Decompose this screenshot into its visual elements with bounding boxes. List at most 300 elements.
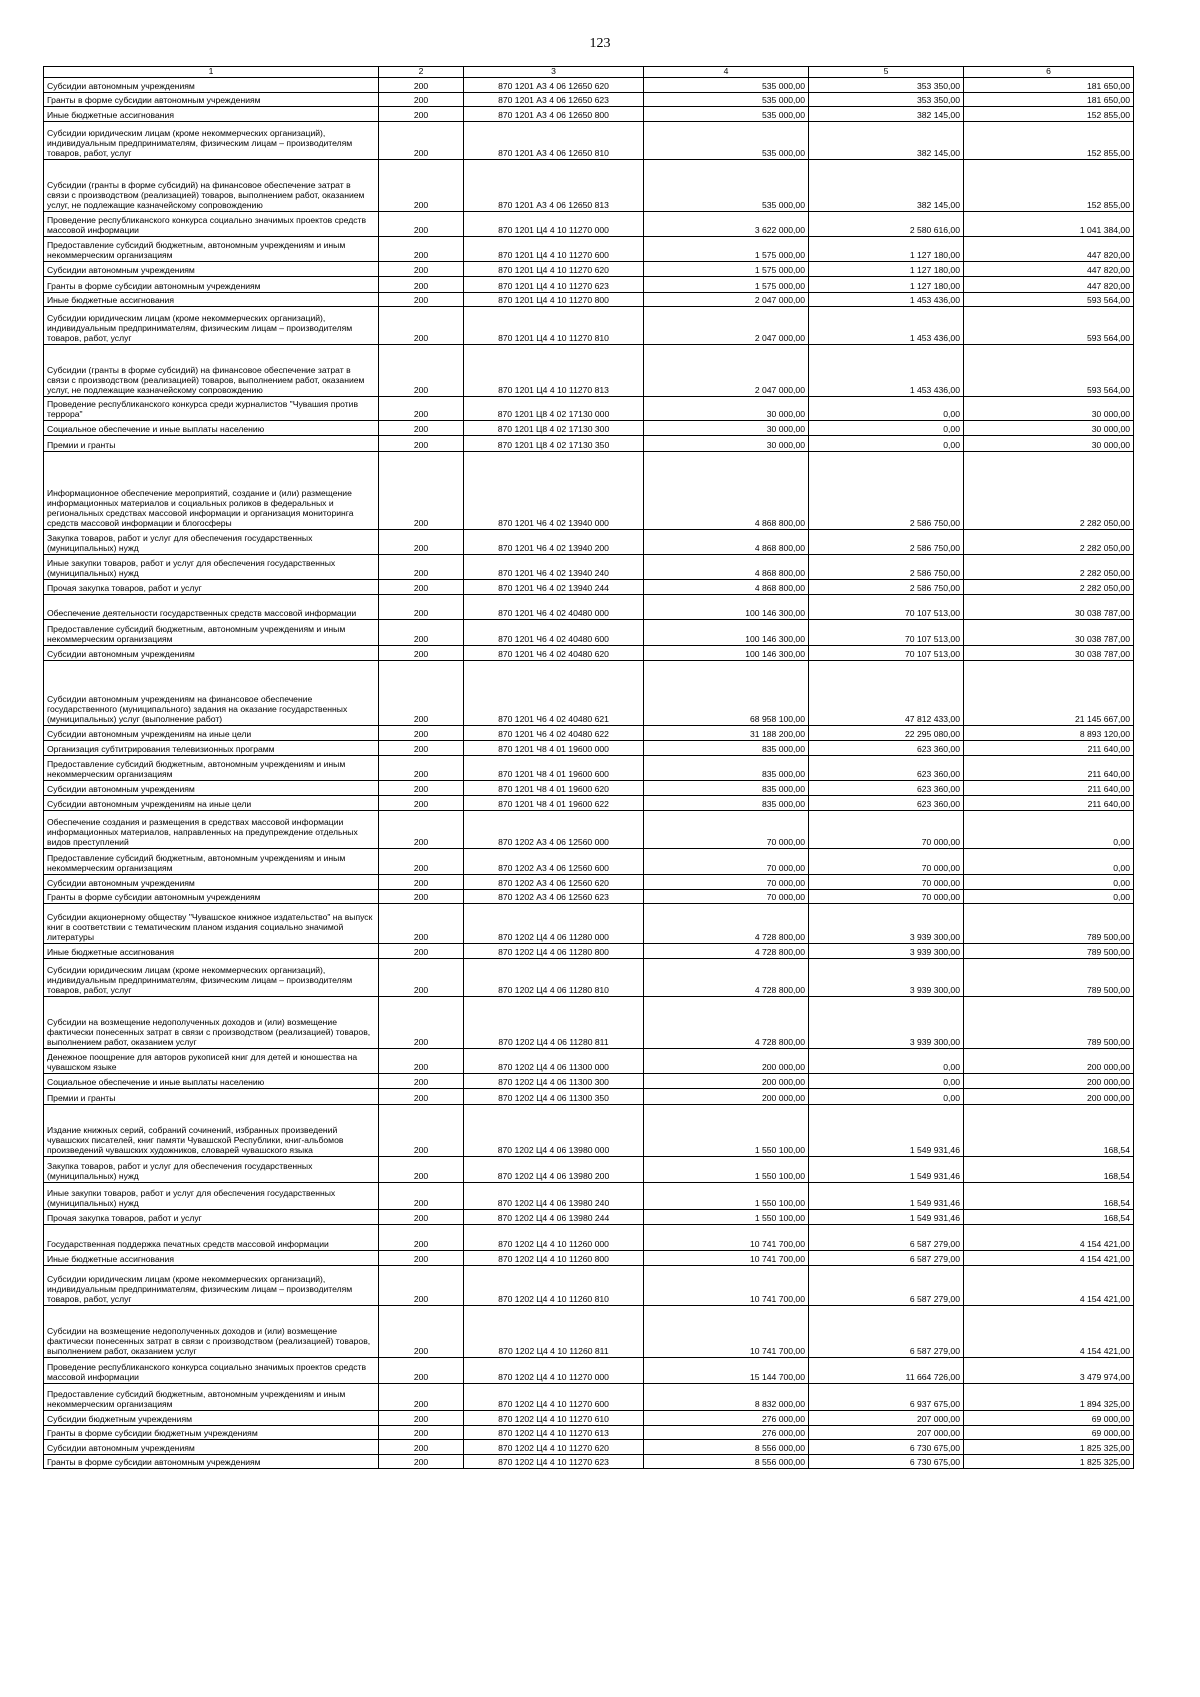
row-col5: 0,00	[809, 435, 964, 451]
row-col4: 4 868 800,00	[644, 451, 809, 529]
table-row	[44, 1156, 1134, 1182]
table-row	[44, 1357, 1134, 1383]
row-code: 200	[379, 1156, 464, 1182]
row-code: 200	[379, 755, 464, 780]
row-kbk: 870 1202 Ц4 4 06 11280 000	[464, 903, 644, 943]
header-col-5: 5	[809, 67, 964, 78]
row-col5: 623 360,00	[809, 795, 964, 810]
row-kbk: 870 1202 А3 4 06 12560 000	[464, 810, 644, 848]
row-code: 200	[379, 529, 464, 554]
table-row	[44, 1383, 1134, 1410]
row-name: Иные бюджетные ассигнования	[44, 292, 379, 306]
row-col6: 4 154 421,00	[964, 1224, 1134, 1250]
row-col6: 789 500,00	[964, 958, 1134, 996]
row-kbk: 870 1201 Ч8 4 01 19600 000	[464, 740, 644, 755]
table-row	[44, 261, 1134, 276]
row-col4: 4 868 800,00	[644, 579, 809, 594]
row-col4: 4 728 800,00	[644, 958, 809, 996]
row-kbk: 870 1202 Ц4 4 06 11280 810	[464, 958, 644, 996]
row-code: 200	[379, 943, 464, 958]
row-col5: 1 453 436,00	[809, 306, 964, 344]
row-name: Прочая закупка товаров, работ и услуг	[44, 1209, 379, 1224]
row-name: Субсидии бюджетным учреждениям	[44, 1410, 379, 1425]
row-code: 200	[379, 1182, 464, 1209]
row-kbk: 870 1201 Ч6 4 02 13940 200	[464, 529, 644, 554]
row-code: 200	[379, 903, 464, 943]
row-col5: 382 145,00	[809, 121, 964, 159]
table-row	[44, 1410, 1134, 1425]
row-kbk: 870 1202 Ц4 4 06 13980 240	[464, 1182, 644, 1209]
row-col5: 70 000,00	[809, 874, 964, 889]
row-col5: 623 360,00	[809, 780, 964, 795]
table-row	[44, 1182, 1134, 1209]
row-name: Субсидии автономным учреждениям	[44, 874, 379, 889]
row-col4: 100 146 300,00	[644, 619, 809, 645]
table-row	[44, 211, 1134, 236]
row-col6: 0,00	[964, 889, 1134, 903]
table-row	[44, 1073, 1134, 1088]
row-code: 200	[379, 645, 464, 660]
row-name: Предоставление субсидий бюджетным, автономным учреждениям и иным некоммерческим организациям	[44, 236, 379, 261]
row-kbk: 870 1201 Ч6 4 02 13940 244	[464, 579, 644, 594]
row-col5: 1 549 931,46	[809, 1182, 964, 1209]
table-row	[44, 1425, 1134, 1439]
table-row	[44, 958, 1134, 996]
table-header-row	[44, 67, 1134, 78]
table-row	[44, 943, 1134, 958]
row-name: Гранты в форме субсидии автономным учреждениям	[44, 276, 379, 292]
table-row	[44, 1048, 1134, 1073]
table-row	[44, 1439, 1134, 1454]
row-col4: 200 000,00	[644, 1088, 809, 1104]
row-code: 200	[379, 1048, 464, 1073]
row-col6: 2 282 050,00	[964, 554, 1134, 579]
row-kbk: 870 1202 Ц4 4 10 11260 800	[464, 1250, 644, 1265]
row-col6: 181 650,00	[964, 77, 1134, 92]
row-col5: 6 587 279,00	[809, 1305, 964, 1357]
table-row	[44, 579, 1134, 594]
table-row	[44, 159, 1134, 211]
row-col5: 0,00	[809, 1048, 964, 1073]
row-col6: 21 145 667,00	[964, 660, 1134, 725]
row-col5: 353 350,00	[809, 92, 964, 106]
row-code: 200	[379, 92, 464, 106]
row-col6: 30 000,00	[964, 435, 1134, 451]
row-col4: 2 047 000,00	[644, 292, 809, 306]
row-col5: 2 586 750,00	[809, 529, 964, 554]
row-col4: 1 550 100,00	[644, 1209, 809, 1224]
row-kbk: 870 1202 Ц4 4 06 11280 800	[464, 943, 644, 958]
row-col6: 447 820,00	[964, 236, 1134, 261]
row-col6: 1 825 325,00	[964, 1454, 1134, 1468]
row-col5: 47 812 433,00	[809, 660, 964, 725]
row-code: 200	[379, 344, 464, 396]
row-code: 200	[379, 261, 464, 276]
row-kbk: 870 1201 Ч8 4 01 19600 600	[464, 755, 644, 780]
row-kbk: 870 1201 Ц4 4 10 11270 813	[464, 344, 644, 396]
row-col4: 276 000,00	[644, 1410, 809, 1425]
row-col5: 1 453 436,00	[809, 292, 964, 306]
table-row	[44, 725, 1134, 740]
row-col5: 1 127 180,00	[809, 236, 964, 261]
row-name: Социальное обеспечение и иные выплаты населению	[44, 420, 379, 435]
row-name: Субсидии юридическим лицам (кроме некоммерческих организаций), индивидуальным предпринимателям, физическим лицам – производителям товаров, работ, услуг	[44, 1265, 379, 1305]
row-kbk: 870 1202 Ц4 4 06 11300 350	[464, 1088, 644, 1104]
row-name: Предоставление субсидий бюджетным, автономным учреждениям и иным некоммерческим организациям	[44, 848, 379, 874]
row-col6: 211 640,00	[964, 795, 1134, 810]
row-col5: 70 107 513,00	[809, 594, 964, 619]
row-col4: 1 550 100,00	[644, 1182, 809, 1209]
row-code: 200	[379, 1357, 464, 1383]
row-kbk: 870 1201 А3 4 06 12650 810	[464, 121, 644, 159]
row-kbk: 870 1201 Ч8 4 01 19600 622	[464, 795, 644, 810]
row-name: Субсидии автономным учреждениям	[44, 645, 379, 660]
table-row	[44, 420, 1134, 435]
row-kbk: 870 1201 А3 4 06 12650 813	[464, 159, 644, 211]
row-name: Субсидии юридическим лицам (кроме некоммерческих организаций), индивидуальным предпринимателям, физическим лицам – производителям товаров, работ, услуг	[44, 306, 379, 344]
row-col4: 835 000,00	[644, 740, 809, 755]
row-col5: 1 453 436,00	[809, 344, 964, 396]
row-code: 200	[379, 619, 464, 645]
row-name: Организация субтитрирования телевизионных программ	[44, 740, 379, 755]
row-name: Предоставление субсидий бюджетным, автономным учреждениям и иным некоммерческим организациям	[44, 755, 379, 780]
row-col5: 70 000,00	[809, 889, 964, 903]
row-col5: 1 127 180,00	[809, 261, 964, 276]
row-kbk: 870 1202 Ц4 4 10 11260 000	[464, 1224, 644, 1250]
row-code: 200	[379, 159, 464, 211]
row-name: Субсидии автономным учреждениям	[44, 1439, 379, 1454]
row-col4: 835 000,00	[644, 755, 809, 780]
row-col4: 200 000,00	[644, 1073, 809, 1088]
row-code: 200	[379, 1410, 464, 1425]
row-name: Субсидии автономным учреждениям	[44, 261, 379, 276]
row-code: 200	[379, 236, 464, 261]
table-row	[44, 889, 1134, 903]
row-code: 200	[379, 1209, 464, 1224]
row-name: Субсидии на возмещение недополученных доходов и (или) возмещение фактически понесенных затрат в связи с производством (реализацией) товаров, выполнением работ, оказанием услуг	[44, 1305, 379, 1357]
table-row	[44, 755, 1134, 780]
table-body	[44, 77, 1134, 1468]
row-kbk: 870 1202 Ц4 4 06 13980 000	[464, 1104, 644, 1156]
row-col6: 8 893 120,00	[964, 725, 1134, 740]
row-name: Премии и гранты	[44, 1088, 379, 1104]
row-code: 200	[379, 780, 464, 795]
row-col5: 70 107 513,00	[809, 645, 964, 660]
row-kbk: 870 1201 Ч6 4 02 13940 240	[464, 554, 644, 579]
row-name: Проведение республиканского конкурса среди журналистов "Чувашия против террора"	[44, 396, 379, 420]
row-col4: 70 000,00	[644, 874, 809, 889]
row-col4: 8 556 000,00	[644, 1439, 809, 1454]
row-col6: 1 041 384,00	[964, 211, 1134, 236]
row-col4: 535 000,00	[644, 92, 809, 106]
row-kbk: 870 1202 Ц4 4 06 13980 200	[464, 1156, 644, 1182]
row-col5: 1 549 931,46	[809, 1104, 964, 1156]
row-col4: 10 741 700,00	[644, 1265, 809, 1305]
row-code: 200	[379, 276, 464, 292]
row-kbk: 870 1202 Ц4 4 10 11270 600	[464, 1383, 644, 1410]
row-code: 200	[379, 1250, 464, 1265]
row-col4: 4 728 800,00	[644, 996, 809, 1048]
table-row	[44, 780, 1134, 795]
table-row	[44, 903, 1134, 943]
row-kbk: 870 1202 Ц4 4 10 11270 620	[464, 1439, 644, 1454]
row-col5: 2 586 750,00	[809, 554, 964, 579]
row-code: 200	[379, 211, 464, 236]
row-col6: 168,54	[964, 1209, 1134, 1224]
row-col6: 181 650,00	[964, 92, 1134, 106]
row-col6: 789 500,00	[964, 996, 1134, 1048]
row-col4: 535 000,00	[644, 121, 809, 159]
row-col4: 4 868 800,00	[644, 554, 809, 579]
row-kbk: 870 1201 Ч6 4 02 40480 000	[464, 594, 644, 619]
row-col4: 68 958 100,00	[644, 660, 809, 725]
row-col5: 3 939 300,00	[809, 958, 964, 996]
row-name: Проведение республиканского конкурса социально значимых проектов средств массовой информации	[44, 211, 379, 236]
row-code: 200	[379, 396, 464, 420]
row-name: Гранты в форме субсидии бюджетным учреждениям	[44, 1425, 379, 1439]
table-row	[44, 874, 1134, 889]
table-row	[44, 529, 1134, 554]
row-col5: 6 587 279,00	[809, 1224, 964, 1250]
row-name: Проведение республиканского конкурса социально значимых проектов средств массовой информации	[44, 1357, 379, 1383]
row-name: Прочая закупка товаров, работ и услуг	[44, 579, 379, 594]
table-row	[44, 594, 1134, 619]
table-row	[44, 451, 1134, 529]
row-col6: 152 855,00	[964, 159, 1134, 211]
row-code: 200	[379, 306, 464, 344]
row-name: Информационное обеспечение мероприятий, создание и (или) размещение информационных материалов и социальных роликов в федеральных и региональных средствах массовой информации и организация мониторинга средств массовой информации и блогосферы	[44, 451, 379, 529]
row-name: Предоставление субсидий бюджетным, автономным учреждениям и иным некоммерческим организациям	[44, 1383, 379, 1410]
row-col5: 1 549 931,46	[809, 1209, 964, 1224]
row-col5: 0,00	[809, 420, 964, 435]
row-col6: 30 038 787,00	[964, 619, 1134, 645]
table-row	[44, 795, 1134, 810]
table-row	[44, 1265, 1134, 1305]
row-code: 200	[379, 958, 464, 996]
row-kbk: 870 1202 Ц4 4 06 11300 000	[464, 1048, 644, 1073]
row-code: 200	[379, 1073, 464, 1088]
row-col5: 207 000,00	[809, 1425, 964, 1439]
row-code: 200	[379, 420, 464, 435]
row-name: Субсидии автономным учреждениям	[44, 780, 379, 795]
row-col6: 1 894 325,00	[964, 1383, 1134, 1410]
row-col6: 593 564,00	[964, 344, 1134, 396]
row-col6: 0,00	[964, 810, 1134, 848]
row-name: Издание книжных серий, собраний сочинений, избранных произведений чувашских писателей, книг памяти Чувашской Республики, книг-альбомов произведений чувашских художников, словарей чувашского языка	[44, 1104, 379, 1156]
row-kbk: 870 1201 Ч6 4 02 40480 620	[464, 645, 644, 660]
row-kbk: 870 1202 Ц4 4 10 11270 610	[464, 1410, 644, 1425]
row-name: Субсидии (гранты в форме субсидий) на финансовое обеспечение затрат в связи с производством (реализацией) товаров, выполнением работ, оказанием услуг, не подлежащие казначейскому сопровождению	[44, 159, 379, 211]
row-code: 200	[379, 795, 464, 810]
row-code: 200	[379, 889, 464, 903]
table-row	[44, 1088, 1134, 1104]
row-col6: 789 500,00	[964, 903, 1134, 943]
table-row	[44, 619, 1134, 645]
row-name: Иные бюджетные ассигнования	[44, 943, 379, 958]
row-col6: 30 038 787,00	[964, 594, 1134, 619]
row-col6: 2 282 050,00	[964, 579, 1134, 594]
header-col-6: 6	[964, 67, 1134, 78]
row-name: Денежное поощрение для авторов рукописей книг для детей и юношества на чувашском языке	[44, 1048, 379, 1073]
row-col6: 211 640,00	[964, 780, 1134, 795]
row-name: Субсидии на возмещение недополученных доходов и (или) возмещение фактически понесенных затрат в связи с производством (реализацией) товаров, выполнением работ, оказанием услуг	[44, 996, 379, 1048]
row-col5: 3 939 300,00	[809, 903, 964, 943]
row-name: Гранты в форме субсидии автономным учреждениям	[44, 889, 379, 903]
table-row	[44, 236, 1134, 261]
row-name: Субсидии автономным учреждениям на иные цели	[44, 795, 379, 810]
table-row	[44, 660, 1134, 725]
row-kbk: 870 1202 Ц4 4 10 11270 613	[464, 1425, 644, 1439]
row-col6: 69 000,00	[964, 1425, 1134, 1439]
row-col6: 447 820,00	[964, 276, 1134, 292]
row-col5: 382 145,00	[809, 106, 964, 121]
row-kbk: 870 1201 Ч6 4 02 40480 622	[464, 725, 644, 740]
row-col4: 100 146 300,00	[644, 594, 809, 619]
table-row	[44, 810, 1134, 848]
row-name: Иные бюджетные ассигнования	[44, 1250, 379, 1265]
row-kbk: 870 1201 Ч6 4 02 40480 621	[464, 660, 644, 725]
row-code: 200	[379, 996, 464, 1048]
row-code: 200	[379, 660, 464, 725]
row-col4: 1 550 100,00	[644, 1104, 809, 1156]
row-kbk: 870 1201 Ц8 4 02 17130 300	[464, 420, 644, 435]
table-row	[44, 1224, 1134, 1250]
row-name: Обеспечение деятельности государственных средств массовой информации	[44, 594, 379, 619]
row-name: Иные закупки товаров, работ и услуг для обеспечения государственных (муниципальных) нужд	[44, 554, 379, 579]
row-code: 200	[379, 1454, 464, 1468]
header-col-4: 4	[644, 67, 809, 78]
row-name: Субсидии акционерному обществу "Чувашское книжное издательство" на выпуск книг в соответствии с тематическим планом издания социально значимой литературы	[44, 903, 379, 943]
row-name: Обеспечение создания и размещения в средствах массовой информации информационных материалов, направленных на предупреждение отдельных видов преступлений	[44, 810, 379, 848]
row-col5: 22 295 080,00	[809, 725, 964, 740]
row-kbk: 870 1201 Ц4 4 10 11270 800	[464, 292, 644, 306]
row-col6: 200 000,00	[964, 1048, 1134, 1073]
row-code: 200	[379, 1305, 464, 1357]
row-name: Социальное обеспечение и иные выплаты населению	[44, 1073, 379, 1088]
row-col6: 200 000,00	[964, 1088, 1134, 1104]
table-row	[44, 435, 1134, 451]
row-col4: 4 728 800,00	[644, 903, 809, 943]
row-col5: 1 127 180,00	[809, 276, 964, 292]
row-name: Предоставление субсидий бюджетным, автономным учреждениям и иным некоммерческим организациям	[44, 619, 379, 645]
row-code: 200	[379, 594, 464, 619]
table-row	[44, 554, 1134, 579]
row-kbk: 870 1202 Ц4 4 10 11260 811	[464, 1305, 644, 1357]
header-col-3: 3	[464, 67, 644, 78]
row-kbk: 870 1201 Ц8 4 02 17130 000	[464, 396, 644, 420]
row-col6: 2 282 050,00	[964, 451, 1134, 529]
row-name: Субсидии юридическим лицам (кроме некоммерческих организаций), индивидуальным предпринимателям, физическим лицам – производителям товаров, работ, услуг	[44, 958, 379, 996]
row-kbk: 870 1202 А3 4 06 12560 623	[464, 889, 644, 903]
row-col4: 8 832 000,00	[644, 1383, 809, 1410]
row-col6: 211 640,00	[964, 755, 1134, 780]
table-row	[44, 1104, 1134, 1156]
row-kbk: 870 1202 А3 4 06 12560 600	[464, 848, 644, 874]
row-code: 200	[379, 1425, 464, 1439]
budget-table	[43, 66, 1134, 1469]
row-kbk: 870 1202 Ц4 4 10 11270 623	[464, 1454, 644, 1468]
row-col5: 0,00	[809, 1073, 964, 1088]
row-col4: 535 000,00	[644, 106, 809, 121]
row-col5: 0,00	[809, 396, 964, 420]
table-row	[44, 121, 1134, 159]
row-kbk: 870 1202 А3 4 06 12560 620	[464, 874, 644, 889]
row-name: Субсидии (гранты в форме субсидий) на финансовое обеспечение затрат в связи с производством (реализацией) товаров, выполнением работ, оказанием услуг, не подлежащие казначейскому сопровождению	[44, 344, 379, 396]
row-col5: 2 586 750,00	[809, 451, 964, 529]
row-col4: 10 741 700,00	[644, 1250, 809, 1265]
table-row	[44, 1454, 1134, 1468]
row-code: 200	[379, 1383, 464, 1410]
table-row	[44, 92, 1134, 106]
table-row	[44, 306, 1134, 344]
row-col6: 2 282 050,00	[964, 529, 1134, 554]
row-col6: 3 479 974,00	[964, 1357, 1134, 1383]
row-name: Гранты в форме субсидии автономным учреждениям	[44, 1454, 379, 1468]
row-kbk: 870 1201 Ц8 4 02 17130 350	[464, 435, 644, 451]
row-kbk: 870 1201 Ц4 4 10 11270 000	[464, 211, 644, 236]
row-name: Субсидии автономным учреждениям на финансовое обеспечение государственного (муниципального) задания на оказание государственных (муниципальных) услуг (выполнение работ)	[44, 660, 379, 725]
row-col5: 70 107 513,00	[809, 619, 964, 645]
row-code: 200	[379, 1439, 464, 1454]
row-col4: 70 000,00	[644, 810, 809, 848]
table-row	[44, 996, 1134, 1048]
row-kbk: 870 1202 Ц4 4 10 11260 810	[464, 1265, 644, 1305]
row-code: 200	[379, 725, 464, 740]
row-col4: 30 000,00	[644, 396, 809, 420]
row-col4: 15 144 700,00	[644, 1357, 809, 1383]
row-col4: 1 575 000,00	[644, 261, 809, 276]
row-name: Премии и гранты	[44, 435, 379, 451]
row-code: 200	[379, 740, 464, 755]
row-code: 200	[379, 874, 464, 889]
row-kbk: 870 1201 Ц4 4 10 11270 620	[464, 261, 644, 276]
table-row	[44, 1250, 1134, 1265]
row-col5: 6 730 675,00	[809, 1439, 964, 1454]
row-kbk: 870 1201 А3 4 06 12650 620	[464, 77, 644, 92]
row-code: 200	[379, 77, 464, 92]
table-row	[44, 77, 1134, 92]
row-col4: 70 000,00	[644, 889, 809, 903]
table-row	[44, 396, 1134, 420]
row-col4: 276 000,00	[644, 1425, 809, 1439]
row-kbk: 870 1201 Ц4 4 10 11270 810	[464, 306, 644, 344]
row-col4: 535 000,00	[644, 77, 809, 92]
row-col5: 2 586 750,00	[809, 579, 964, 594]
row-name: Иные закупки товаров, работ и услуг для обеспечения государственных (муниципальных) нужд	[44, 1182, 379, 1209]
table-row	[44, 848, 1134, 874]
row-kbk: 870 1202 Ц4 4 06 11300 300	[464, 1073, 644, 1088]
row-col6: 0,00	[964, 848, 1134, 874]
row-name: Закупка товаров, работ и услуг для обеспечения государственных (муниципальных) нужд	[44, 1156, 379, 1182]
row-col6: 168,54	[964, 1182, 1134, 1209]
row-col5: 2 580 616,00	[809, 211, 964, 236]
row-col6: 168,54	[964, 1104, 1134, 1156]
row-col4: 4 868 800,00	[644, 529, 809, 554]
row-name: Субсидии автономным учреждениям на иные цели	[44, 725, 379, 740]
row-col5: 6 730 675,00	[809, 1454, 964, 1468]
row-col4: 1 575 000,00	[644, 276, 809, 292]
row-col6: 0,00	[964, 874, 1134, 889]
row-col4: 31 188 200,00	[644, 725, 809, 740]
table-row	[44, 292, 1134, 306]
row-col6: 69 000,00	[964, 1410, 1134, 1425]
row-kbk: 870 1201 А3 4 06 12650 800	[464, 106, 644, 121]
row-code: 200	[379, 451, 464, 529]
row-kbk: 870 1201 А3 4 06 12650 623	[464, 92, 644, 106]
row-code: 200	[379, 1088, 464, 1104]
row-col4: 30 000,00	[644, 435, 809, 451]
row-col5: 3 939 300,00	[809, 996, 964, 1048]
